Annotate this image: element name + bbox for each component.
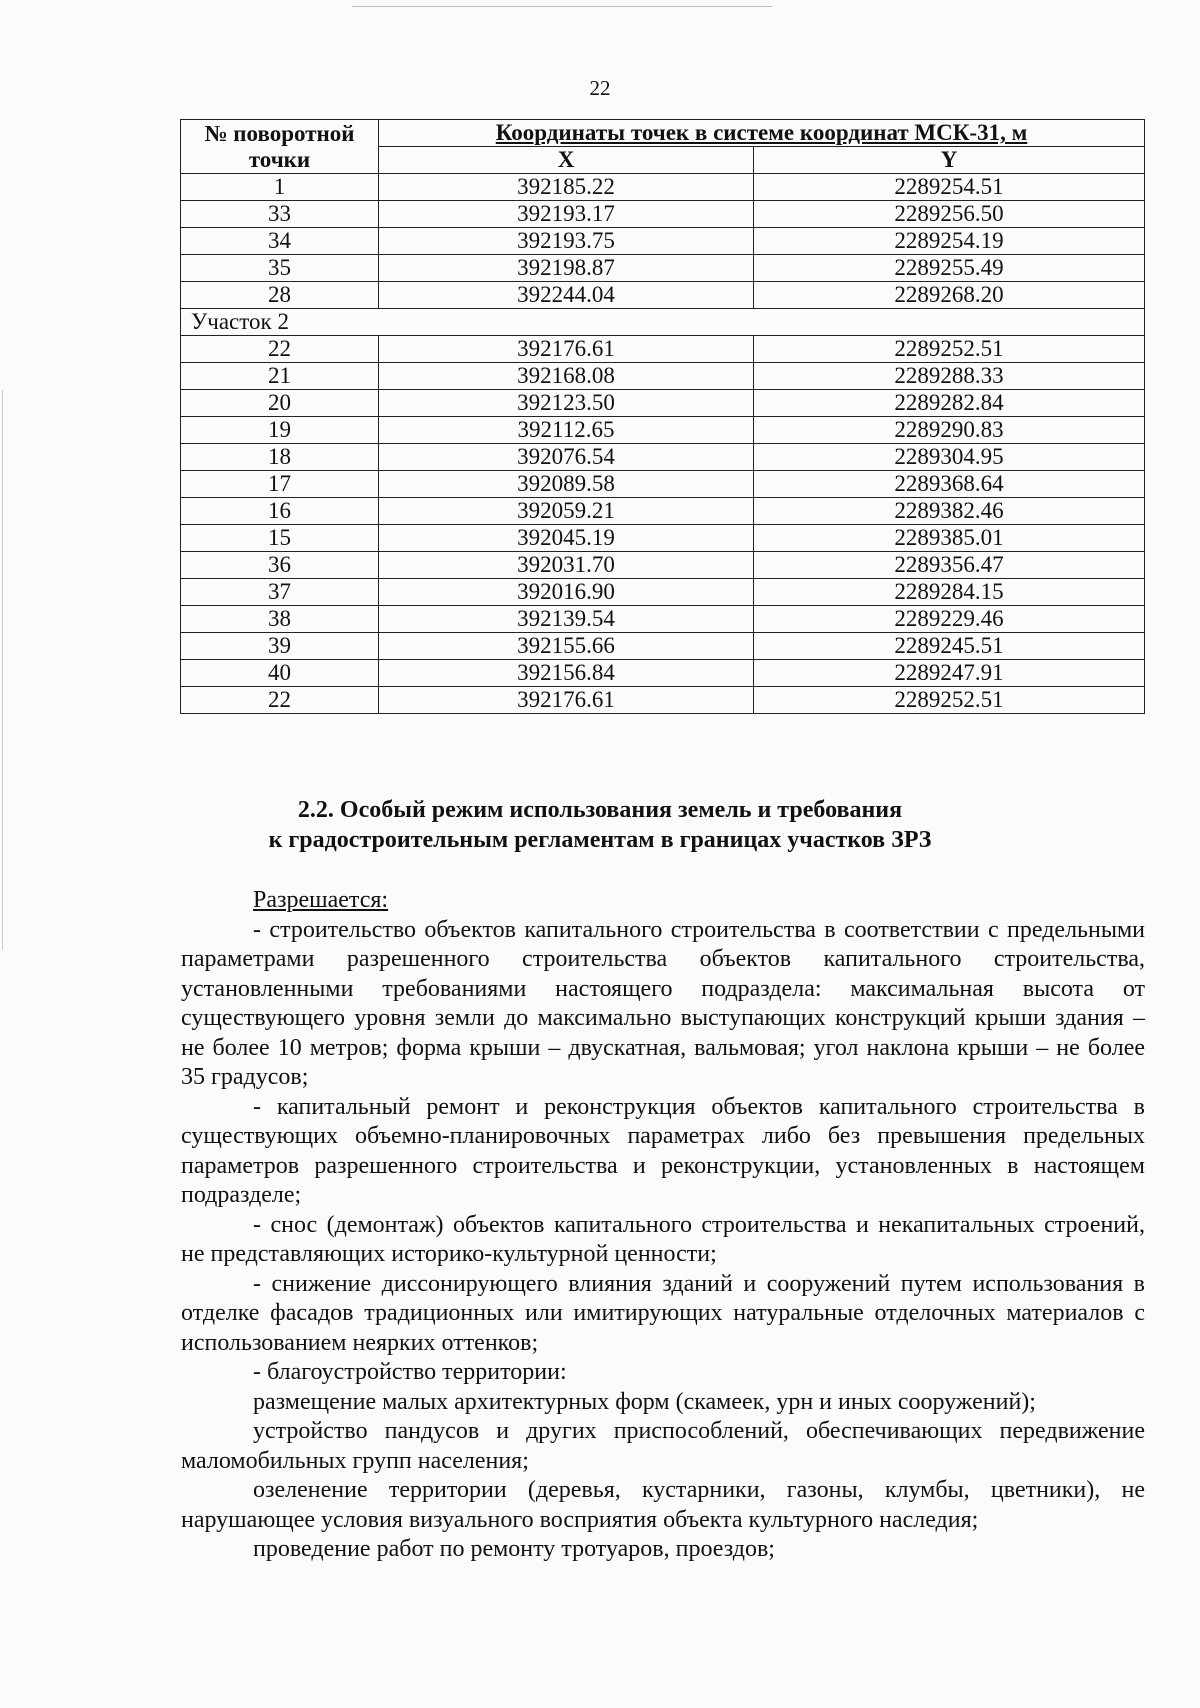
table-row [181, 444, 1145, 471]
x-coordinate-cell: 392176.61 [379, 336, 754, 363]
point-number-cell: 37 [181, 579, 379, 606]
paragraph: - капитальный ремонт и реконструкция объектов капитального строительства в существующих объемно-планировочных параметрах либо без превышения предельных параметров разрешенного строительства и реконструкции, установленных в настоящем подразделе; [181, 1093, 1145, 1208]
point-number-cell: 38 [181, 606, 379, 633]
table-row [181, 336, 1145, 363]
point-number-cell: 17 [181, 471, 379, 498]
point-number-cell: 28 [181, 282, 379, 309]
table-row [181, 525, 1145, 552]
point-number-cell: 34 [181, 228, 379, 255]
y-coordinate-cell: 2289385.01 [754, 525, 1145, 552]
table-row [181, 282, 1145, 309]
allowed-label: Разрешается: [253, 887, 389, 913]
section-heading-line2: к градостроительным регламентам в границах участков ЗРЗ [268, 827, 932, 853]
table-row [181, 417, 1145, 444]
x-coordinate-cell: 392168.08 [379, 363, 754, 390]
paragraph: - благоустройство территории: [253, 1359, 567, 1385]
table-row [181, 390, 1145, 417]
point-number-cell: 15 [181, 525, 379, 552]
table-row [181, 174, 1145, 201]
scan-edge-line [352, 6, 772, 7]
x-coordinate-cell: 392076.54 [379, 444, 754, 471]
x-coordinate-cell: 392156.84 [379, 660, 754, 687]
x-coordinate-cell: 392089.58 [379, 471, 754, 498]
x-coordinate-cell: 392016.90 [379, 579, 754, 606]
point-number-cell: 21 [181, 363, 379, 390]
y-coordinate-cell: 2289252.51 [754, 336, 1145, 363]
paragraph: - снижение диссонирующего влияния зданий и сооружений путем использования в отделке фасадов традиционных или имитирующих натуральные отделочных материалов с использованием неярких оттенков; [181, 1270, 1145, 1356]
y-coordinate-cell: 2289288.33 [754, 363, 1145, 390]
y-coordinate-cell: 2289282.84 [754, 390, 1145, 417]
x-coordinate-cell: 392198.87 [379, 255, 754, 282]
y-coordinate-cell: 2289382.46 [754, 498, 1145, 525]
x-coordinate-cell: 392123.50 [379, 390, 754, 417]
point-number-cell: 1 [181, 174, 379, 201]
header-coords-title: Координаты точек в системе координат МСК-31, м [379, 120, 1145, 147]
point-number-cell: 36 [181, 552, 379, 579]
y-coordinate-cell: 2289247.91 [754, 660, 1145, 687]
table-row [181, 498, 1145, 525]
y-coordinate-cell: 2289252.51 [754, 687, 1145, 714]
point-number-cell: 39 [181, 633, 379, 660]
coordinates-table [180, 119, 1145, 714]
section-label: Участок 2 [181, 309, 1145, 336]
table-body [181, 174, 1145, 714]
y-coordinate-cell: 2289255.49 [754, 255, 1145, 282]
table-row [181, 228, 1145, 255]
y-coordinate-cell: 2289284.15 [754, 579, 1145, 606]
point-number-cell: 16 [181, 498, 379, 525]
y-coordinate-cell: 2289254.19 [754, 228, 1145, 255]
x-coordinate-cell: 392244.04 [379, 282, 754, 309]
x-coordinate-cell: 392193.17 [379, 201, 754, 228]
x-coordinate-cell: 392193.75 [379, 228, 754, 255]
body-text [181, 886, 1145, 1565]
y-coordinate-cell: 2289256.50 [754, 201, 1145, 228]
table-row [181, 660, 1145, 687]
paragraph: - строительство объектов капитального строительства в соответствии с предельными параметрами разрешенного строительства объектов капитального строительства, установленными требованиями настоящего подраздела: максимальная высота от существующего уровня земли до максимально выступающих конструкций крыши здания – не более 10 метров; форма крыши – двускатная, вальмовая; угол наклона крыши – не более 35 градусов; [181, 916, 1145, 1090]
table-row [181, 579, 1145, 606]
paragraph: - снос (демонтаж) объектов капитального строительства и некапитальных строений, не представляющих историко-культурной ценности; [181, 1211, 1145, 1267]
point-number-cell: 35 [181, 255, 379, 282]
x-coordinate-cell: 392045.19 [379, 525, 754, 552]
x-coordinate-cell: 392176.61 [379, 687, 754, 714]
x-coordinate-cell: 392031.70 [379, 552, 754, 579]
y-coordinate-cell: 2289290.83 [754, 417, 1145, 444]
y-coordinate-cell: 2289254.51 [754, 174, 1145, 201]
table-row [181, 633, 1145, 660]
header-point-number: № поворотной точки [181, 120, 379, 174]
table-row [181, 471, 1145, 498]
table-row [181, 201, 1145, 228]
table-row [181, 606, 1145, 633]
x-coordinate-cell: 392185.22 [379, 174, 754, 201]
point-number-cell: 19 [181, 417, 379, 444]
paragraph: проведение работ по ремонту тротуаров, проездов; [253, 1536, 775, 1562]
table-row [181, 687, 1145, 714]
header-y: Y [754, 147, 1145, 174]
scan-edge-line [2, 390, 3, 950]
x-coordinate-cell: 392112.65 [379, 417, 754, 444]
table-section-row [181, 309, 1145, 336]
paragraph: размещение малых архитектурных форм (скамеек, урн и иных сооружений); [253, 1388, 1036, 1415]
table-row [181, 363, 1145, 390]
point-number-cell: 18 [181, 444, 379, 471]
paragraph: озеленение территории (деревья, кустарники, газоны, клумбы, цветники), не нарушающее условия визуального восприятия объекта культурного наследия; [181, 1477, 1145, 1533]
paragraph: устройство пандусов и других приспособлений, обеспечивающих передвижение маломобильных групп населения; [181, 1418, 1145, 1474]
point-number-cell: 33 [181, 201, 379, 228]
point-number-cell: 20 [181, 390, 379, 417]
point-number-cell: 22 [181, 336, 379, 363]
y-coordinate-cell: 2289229.46 [754, 606, 1145, 633]
point-number-cell: 22 [181, 687, 379, 714]
y-coordinate-cell: 2289304.95 [754, 444, 1145, 471]
x-coordinate-cell: 392155.66 [379, 633, 754, 660]
point-number-cell: 40 [181, 660, 379, 687]
y-coordinate-cell: 2289368.64 [754, 471, 1145, 498]
y-coordinate-cell: 2289245.51 [754, 633, 1145, 660]
x-coordinate-cell: 392059.21 [379, 498, 754, 525]
page-number: 22 [589, 76, 611, 100]
y-coordinate-cell: 2289268.20 [754, 282, 1145, 309]
section-heading [0, 795, 1200, 855]
header-x: X [379, 147, 754, 174]
y-coordinate-cell: 2289356.47 [754, 552, 1145, 579]
x-coordinate-cell: 392139.54 [379, 606, 754, 633]
table-row [181, 552, 1145, 579]
section-heading-line1: 2.2. Особый режим использования земель и требования [297, 797, 903, 823]
table-row [181, 255, 1145, 282]
